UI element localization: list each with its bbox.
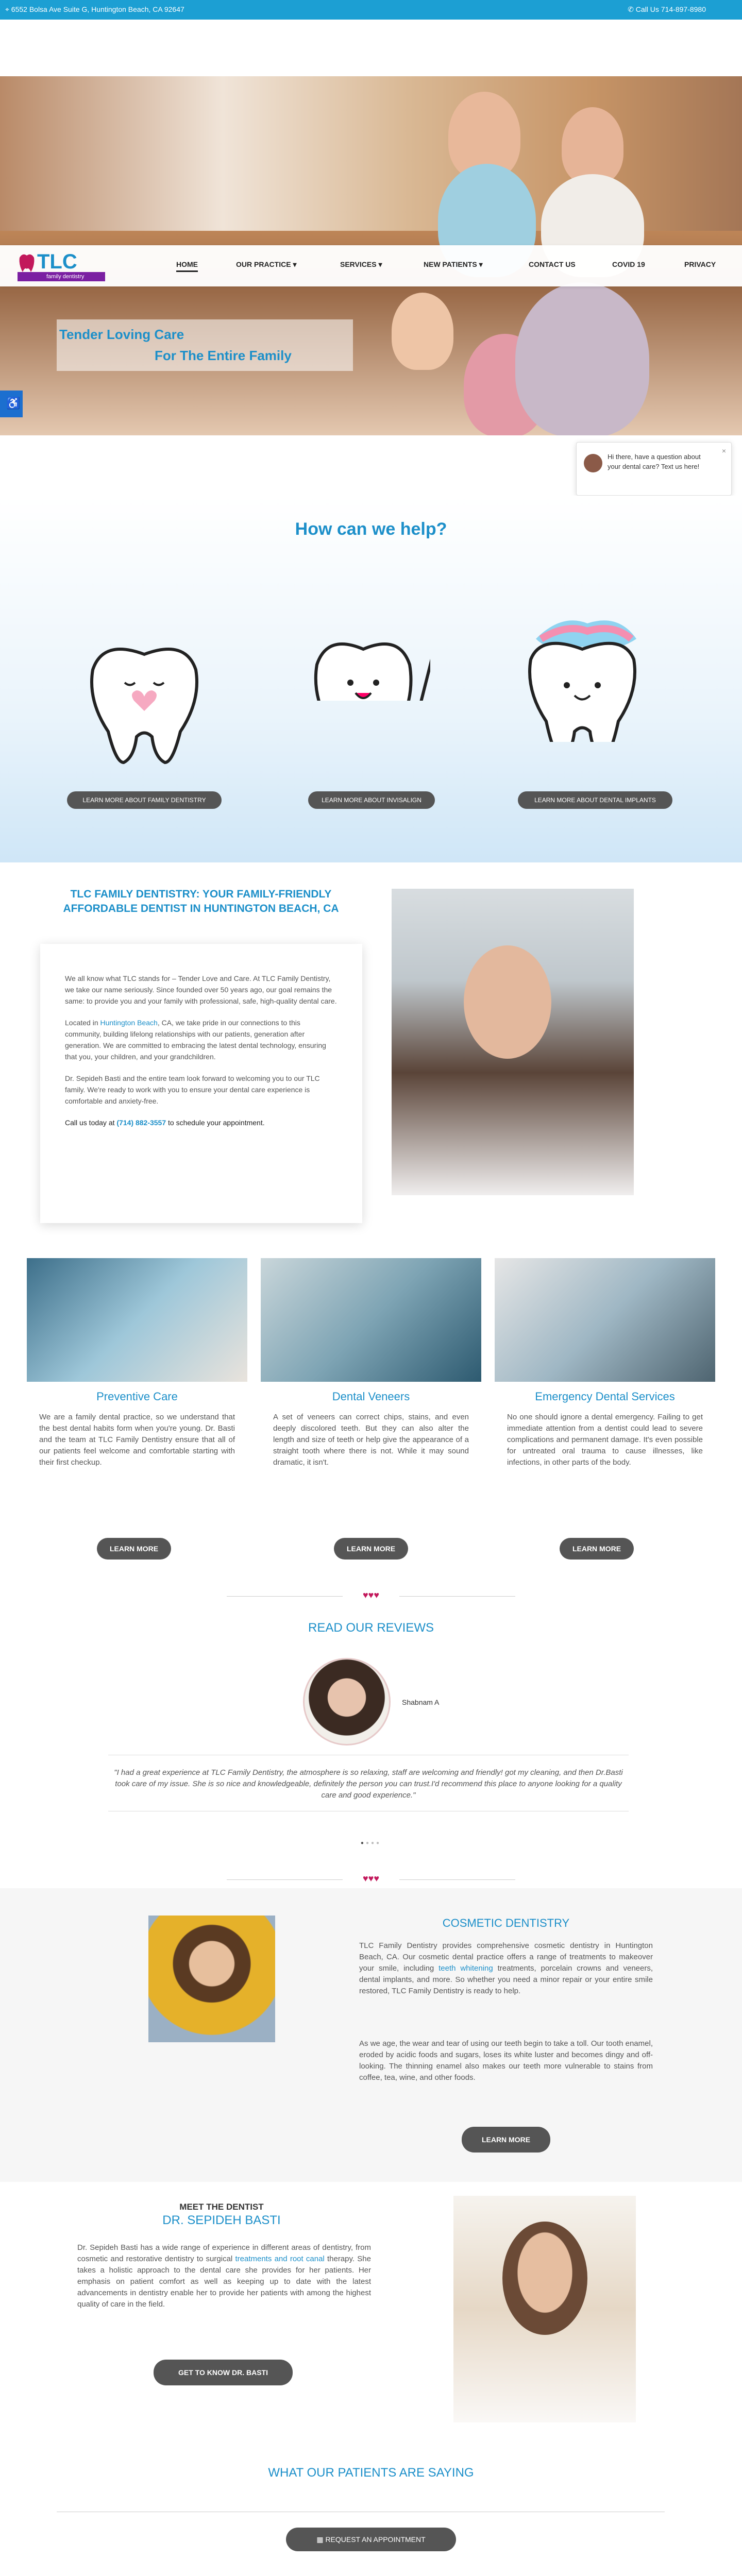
hero-person: [562, 107, 623, 184]
dental-veneers-photo: [261, 1258, 481, 1382]
root-canal-link[interactable]: treatments and root canal: [235, 2255, 325, 2263]
hero-tagline: [57, 319, 353, 371]
tooth-mirror-illustration: [307, 562, 430, 701]
family-dentistry-button[interactable]: LEARN MORE ABOUT FAMILY DENTISTRY: [67, 791, 222, 809]
dentist-portrait-photo: [392, 889, 634, 1195]
review-quote: "I had a great experience at TLC Family Dentistry, the atmosphere is so relaxing, staff are welcoming and friendly! got my cleaning, and then Dr.Basti took care of my issue. She is so nice and knowledgeable, definitely the person you can trust.I'd recommend this place to anyone looking for a quality care and good experience.": [114, 1768, 623, 1800]
huntington-beach-link[interactable]: Huntington Beach: [100, 1019, 158, 1027]
hearts-icon: ♥♥♥: [362, 1873, 380, 1884]
calendar-icon: ▦: [316, 2535, 324, 2544]
learn-more-button[interactable]: LEARN MORE: [97, 1538, 171, 1560]
nav-our-practice[interactable]: OUR PRACTICE ▾: [236, 260, 297, 268]
divider: [399, 1879, 515, 1880]
dentist-name: DR. SEPIDEH BASTI: [162, 2213, 281, 2227]
emergency-dental-photo: [495, 1258, 715, 1382]
address-text: 6552 Bolsa Ave Suite G, Huntington Beach, CA 92647: [11, 5, 184, 13]
reviewer-avatar: [303, 1658, 391, 1745]
map-pin-icon: ⌖: [5, 5, 9, 13]
tooth-toothpaste-illustration: [520, 603, 644, 742]
phone-icon: ✆: [628, 5, 634, 13]
dr-basti-photo: [453, 2196, 636, 2422]
phone-text: Call Us 714-897-8980: [635, 5, 706, 13]
request-appointment-button[interactable]: ▦ REQUEST AN APPOINTMENT: [286, 2528, 456, 2551]
chat-popup[interactable]: [576, 442, 732, 496]
accessibility-button[interactable]: [0, 391, 23, 417]
caret-down-icon: ▾: [293, 260, 297, 268]
divider: [399, 1596, 515, 1597]
meet-dr-basti-button[interactable]: GET TO KNOW DR. BASTI: [154, 2360, 293, 2385]
hero-person: [515, 282, 649, 435]
cosmetic-photo: [148, 1916, 275, 2042]
nav-privacy[interactable]: PRIVACY: [684, 260, 716, 268]
invisalign-button[interactable]: LEARN MORE ABOUT INVISALIGN: [308, 791, 435, 809]
meet-dentist-kicker: MEET THE DENTIST: [179, 2202, 264, 2212]
nav-home[interactable]: HOME: [176, 260, 198, 272]
caret-down-icon: ▾: [479, 260, 483, 268]
tooth-heart-illustration: [82, 634, 206, 773]
dentist-bio: Dr. Sepideh Basti has a wide range of experience in different areas of dentistry, from cosmetic and restorative dentistry to surgical treatments and root canal therapy. She takes a holistic approach to the dental care she provides for her patients. Her emphasis on patient comfort as well as keeping up to date with the latest advancements in dentistry enable her to provide her patients with among the highest quality of care in the field.: [77, 2243, 371, 2309]
preventive-care-photo: [27, 1258, 247, 1382]
nav-new-patients[interactable]: NEW PATIENTS ▾: [424, 260, 483, 268]
dr-basti-face: [502, 2222, 587, 2335]
cosmetic-section: [0, 1888, 742, 2182]
learn-more-button[interactable]: LEARN MORE: [334, 1538, 408, 1560]
nav-services[interactable]: SERVICES ▾: [340, 260, 382, 268]
carousel-dots[interactable]: ●●●●: [360, 1840, 382, 1846]
intro-paragraph-3: Dr. Sepideh Basti and the entire team look forward to welcoming you to our TLC family. We're ready to work with you to ensure your dental care experience is comfortable and anxiety-free.: [65, 1074, 320, 1105]
service-description: A set of veneers can correct chips, stains, and even deeply discolored teeth. But they can also alter the length and size of teeth or help give the appearance of a straight tooth where there is not. While it may sound dramatic, it isn't.: [273, 1413, 469, 1467]
service-title: Dental Veneers: [332, 1390, 410, 1403]
cosmetic-learn-more-button[interactable]: LEARN MORE: [462, 2127, 550, 2153]
top-bar: [0, 0, 742, 20]
chat-message: Hi there, have a question about your dental care? Text us here!: [608, 453, 701, 470]
address-link[interactable]: [5, 5, 184, 14]
divider: [227, 1879, 343, 1880]
patients-heading: WHAT OUR PATIENTS ARE SAYING: [268, 2466, 474, 2480]
intro-paragraph-1: We all know what TLC stands for – Tender Love and Care. At TLC Family Dentistry, we take our name seriously. Since founded over 50 years ago, our goal remains the same: to provide you and your family with professional, safe, high-quality dental care.: [65, 974, 337, 1005]
site-logo[interactable]: [15, 246, 108, 285]
close-icon[interactable]: ×: [721, 447, 726, 455]
reviews-heading: READ OUR REVIEWS: [308, 1621, 434, 1635]
hero-line-2: For The Entire Family: [155, 348, 292, 363]
intro-paragraph-4: Call us today at (714) 882-3557 to schedule your appointment.: [65, 1118, 265, 1127]
hearts-icon: ♥♥♥: [362, 1590, 380, 1600]
divider: [227, 1596, 343, 1597]
service-title: Emergency Dental Services: [535, 1390, 675, 1403]
hero-line-1: Tender Loving Care: [59, 327, 184, 342]
help-heading: How can we help?: [295, 519, 447, 539]
cosmetic-heading: COSMETIC DENTISTRY: [442, 1917, 570, 1929]
service-description: No one should ignore a dental emergency. Failing to get immediate attention from a dentist could lead to severe complications and permanent damage. It's even possible for untreated oral trauma to cause illnesses, like infections, in other parts of the body.: [507, 1413, 703, 1467]
caret-down-icon: ▾: [378, 260, 382, 268]
intro-phone-link[interactable]: (714) 882-3557: [116, 1118, 166, 1127]
logo-text: TLC: [37, 250, 77, 273]
reviewer-name: Shabnam A: [402, 1698, 440, 1706]
chat-avatar: [584, 454, 602, 472]
intro-heading: TLC FAMILY DENTISTRY: YOUR FAMILY-FRIENDLY AFFORDABLE DENTIST IN HUNTINGTON BEACH, CA: [63, 888, 339, 914]
hero-person: [392, 293, 453, 370]
cosmetic-paragraph-1: TLC Family Dentistry provides comprehensive cosmetic dentistry in Huntington Beach, CA. Our cosmetic dental practice offers a range of treatments to makeover your smile, including teeth whitening treatments, porcelain crowns and veneers, dental implants, and more. So whether you need a minor repair or your entire smile restored, TLC Family Dentistry is ready to help.: [359, 1941, 653, 1995]
portrait-face: [464, 945, 551, 1059]
nav-covid-19[interactable]: COVID 19: [612, 260, 645, 268]
intro-paragraph-2: Located in Huntington Beach, CA, we take pride in our connections to this community, building lifelong relationships with our patients, generation after generation. We are committed to embracing the latest dental technology, ensuring that you, your children, and your grandchildren.: [65, 1019, 326, 1061]
logo-subtext: family dentistry: [46, 274, 85, 280]
service-description: We are a family dental practice, so we understand that the best dental habits form when you're young. Dr. Basti and the team at TLC Family Dentistry ensure that all of our patients feel welcome and comfortable starting with their first checkup.: [39, 1413, 235, 1467]
cosmetic-paragraph-2: As we age, the wear and tear of using our teeth begin to take a toll. Our tooth enamel, eroded by acidic foods and sugars, loses its white luster and becomes dingy and off-looking. The thinning enamel also makes our teeth more vulnerable to stains from coffee, tea, wine, and other foods.: [359, 2039, 653, 2082]
teeth-whitening-link[interactable]: teeth whitening: [439, 1964, 493, 1973]
dental-implants-button[interactable]: LEARN MORE ABOUT DENTAL IMPLANTS: [518, 791, 672, 809]
service-title: Preventive Care: [96, 1390, 178, 1403]
learn-more-button[interactable]: LEARN MORE: [560, 1538, 634, 1560]
nav-contact-us[interactable]: CONTACT US: [529, 260, 576, 268]
phone-link[interactable]: [628, 5, 706, 14]
accessibility-icon: ♿: [6, 397, 21, 410]
intro-card: [40, 944, 362, 1223]
